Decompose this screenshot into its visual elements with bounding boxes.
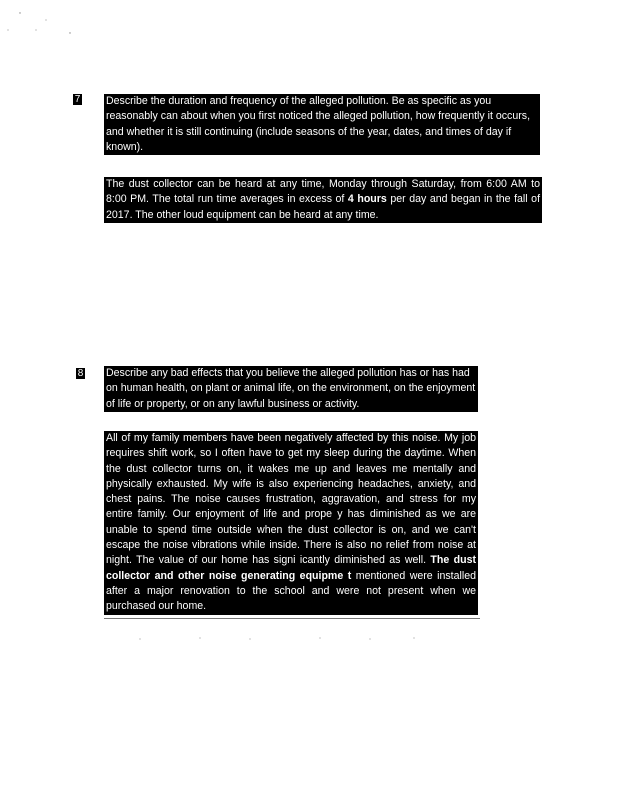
question-7-answer-bold: 4 hours bbox=[347, 193, 387, 206]
answer-box-bottom-rule bbox=[104, 618, 480, 619]
question-8-answer bbox=[104, 431, 478, 615]
question-7-answer-text-1: The dust collector can be heard at any time, Monday through Saturday, from 6:00 AM to 8:00 PM. The total run time averages in excess of bbox=[106, 178, 540, 206]
question-7-prompt: Describe the duration and frequency of the alleged pollution. Be as specific as you reasonably can about when you first noticed the alleged pollution, how frequently it occurs, and whether it is still continuing (include seasons of the year, dates, and times of day if known). bbox=[104, 94, 540, 155]
question-8-answer-text-2: mentioned were installed after a major renovation to the school and were not present when we purchased our home. bbox=[106, 569, 477, 613]
question-8-prompt: Describe any bad effects that you believe the alleged pollution has or has had on human health, on plant or animal life, on the environment, on the enjoyment of life or property, or on any lawful business or activity. bbox=[104, 366, 478, 412]
question-number-8: 8 bbox=[77, 368, 84, 379]
question-7-answer-text-2: per day and began in the fall of 2017. The other loud equipment can be heard at any time. bbox=[106, 193, 541, 221]
question-8-answer-text-1: All of my family members have been negatively affected by this noise. My job requires shift work, so I often have to get my sleep during the daytime. When the dust collector turns on, it wakes me up and leaves me mentally and physically exhausted. My wife is also experiencing headaches, anxiety, and chest pains. The noise causes frustration, aggravation, and stress for my entire family. Our enjoyment of life and prope y has diminished as we are unable to spend time outside when the dust collector is on, and we can't escape the noise vibrations while inside. There is also no relief from noise at night. The value of our home has signi icantly diminished as well. bbox=[106, 432, 476, 567]
scan-specks bbox=[0, 0, 100, 40]
scan-artifact-line bbox=[130, 634, 430, 644]
question-number-7: 7 bbox=[74, 94, 81, 105]
question-7-answer bbox=[104, 177, 542, 223]
question-8-answer-bold: The dust collector and other noise generating equipme t bbox=[106, 554, 476, 582]
